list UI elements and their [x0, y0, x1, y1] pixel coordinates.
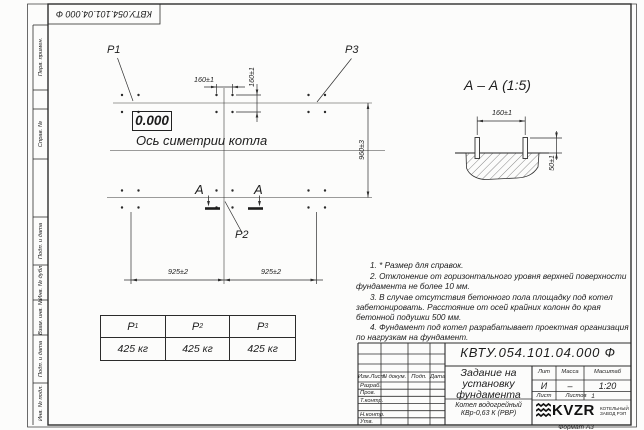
coil-icon — [536, 403, 551, 419]
load-label-p1: P1 — [107, 44, 121, 56]
titleblock-col-date: Дата — [430, 374, 446, 380]
titleblock-product-name: Котел водогрейный КВр-0,63 К (РВР) — [455, 402, 522, 417]
titleblock-sheets-value: 1 — [591, 392, 595, 400]
section-letter-left: А — [195, 182, 204, 197]
note-item: 3. В случае отсутствия бетонного пола площадку под котел забетонировать. Расстояние от осей крайних колонн до края бетонной подушки 500 мм. — [356, 292, 613, 322]
load-value-p2: 425 кг — [166, 338, 231, 360]
elevation-mark: 0.000 — [132, 111, 172, 131]
dim-925-right: 925±2 — [261, 267, 281, 276]
anchor-bolt-left — [475, 138, 480, 159]
format-label: Формат А3 — [558, 423, 594, 430]
titleblock-row-nkontr: Н.контр. — [360, 411, 385, 418]
margin-label-podp-data-1: Подп. и дата — [37, 222, 44, 260]
titleblock-scale-value: 1:20 — [598, 381, 617, 391]
notes-block — [356, 261, 633, 344]
margin-label-perv-primen: Перв. примен. — [37, 37, 44, 77]
load-header-p3: P 3 — [230, 316, 295, 338]
titleblock-row-prov: Пров. — [360, 390, 376, 396]
top-stamp-doc-number: КВТУ.054.101.04.000 Ф — [56, 9, 152, 19]
margin-label-inv-podl: Инв. № подл. — [37, 385, 44, 421]
titleblock-col-izm: Изм.Лист — [358, 374, 386, 380]
margin-label-inv-dubl: Инв. № дубл. — [37, 264, 44, 300]
section-letter-right: А — [254, 182, 263, 197]
load-header-p2: P 2 — [166, 316, 231, 338]
titleblock-row-tkontr: Т.контр. — [360, 397, 384, 404]
titleblock-row-razrab: Разраб. — [360, 383, 381, 389]
titleblock-sheet-label: Лист — [536, 393, 552, 399]
dim-160-top-vertical: 160±1 — [246, 66, 256, 87]
load-label-p2: P2 — [235, 229, 249, 241]
titleblock-col-doc: N докум. — [382, 374, 407, 380]
note-item: 1. * Размер для справок. — [370, 261, 464, 270]
dim-925-left: 925±2 — [168, 267, 188, 276]
logo-caption: КОТЕЛЬНЫЙ ЗАВОД РЭП — [600, 406, 629, 417]
loads-table — [100, 315, 296, 361]
note-item: 2. Отклонение от горизонтального уровня верхней поверхности фундамента не более 10 мм. — [356, 271, 627, 291]
titleblock-lit-label: Лит — [537, 369, 551, 375]
dim-50-section: 50±1 — [546, 154, 556, 171]
section-view-title: А – А (1:5) — [464, 77, 531, 93]
note-item: 4. Фундамент под котел разрабатывает проектная организация по нагрузкам на фундамент. — [356, 323, 629, 343]
margin-label-sprav-no: Справ. № — [37, 120, 44, 148]
titleblock-lit-value: И — [540, 381, 548, 391]
load-header-p1: P 1 — [101, 316, 166, 338]
titleblock-row-utv: Утв. — [360, 418, 374, 425]
dim-160-top-horizontal: 160±1 — [194, 75, 214, 84]
titleblock-mass-value: – — [567, 381, 573, 391]
load-label-p3: P3 — [345, 44, 359, 56]
frame-lines — [28, 4, 637, 427]
dim-960-right: 960±3 — [357, 139, 367, 160]
titleblock-document-title: Задание на установку фундамента — [456, 367, 521, 401]
titleblock-designation: КВТУ.054.101.04.000 Ф — [460, 345, 616, 360]
logo-text: KVZR — [552, 402, 595, 419]
titleblock-mass-label: Масса — [561, 369, 579, 375]
margin-label-podp-data-2: Подп. и дата — [37, 340, 44, 378]
titleblock-scale-label: Масштаб — [593, 369, 622, 375]
anchor-bolt-right — [523, 138, 528, 159]
section-view — [455, 117, 562, 180]
margin-label-vzam-inv: Взам. инв. № — [37, 299, 44, 335]
titleblock-sheets-label: Листов — [565, 393, 587, 399]
titleblock-col-sign: Подп. — [411, 374, 427, 380]
load-value-p1: 425 кг — [101, 338, 166, 360]
load-value-p3: 425 кг — [247, 343, 278, 355]
dim-160-section: 160±1 — [492, 108, 512, 117]
symmetry-axis-label: Ось симетрии котла — [136, 133, 268, 148]
